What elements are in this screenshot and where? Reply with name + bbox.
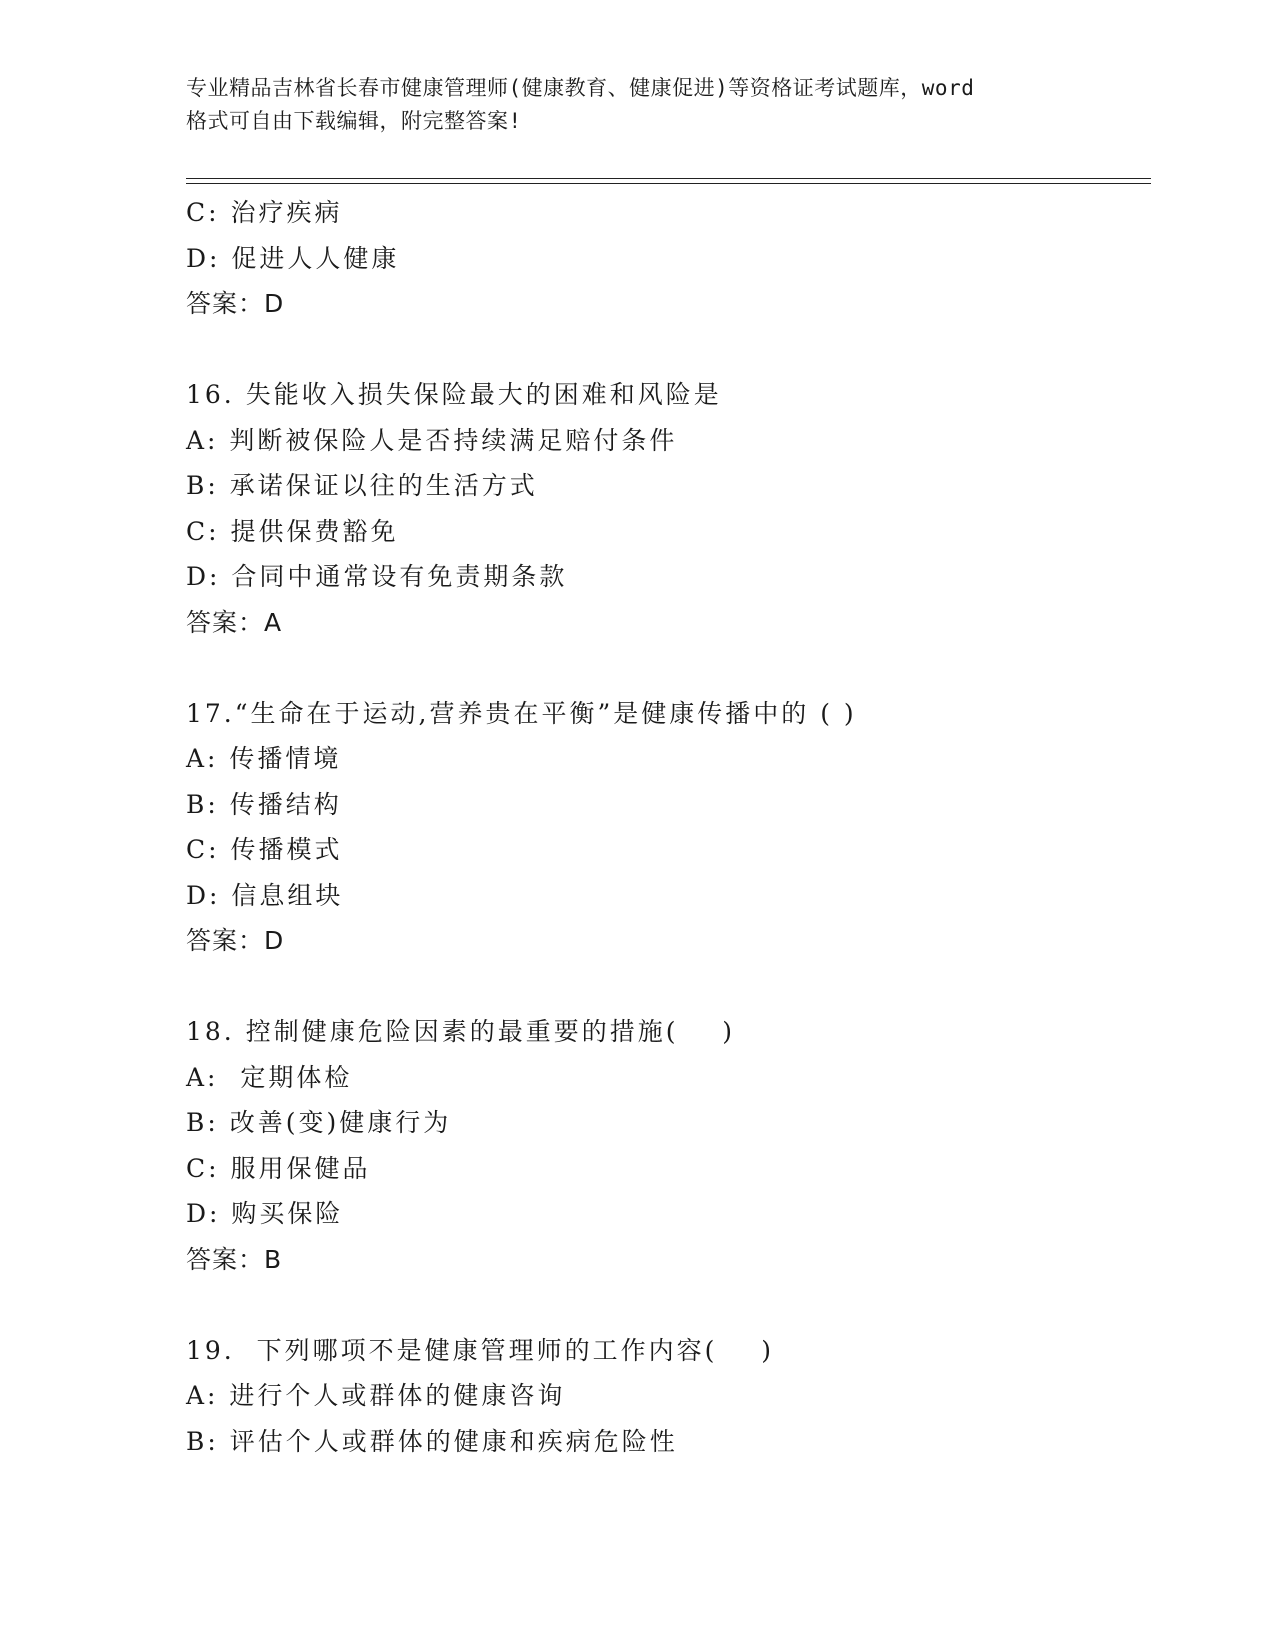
question-18-stem: 18. 控制健康危险因素的最重要的措施( ) — [186, 1017, 736, 1046]
header-line-2: 格式可自由下载编辑，附完整答案! — [186, 109, 522, 133]
option-line: C: 提供保费豁免 — [186, 516, 399, 546]
option-line: B: 承诺保证以往的生活方式 — [186, 471, 538, 500]
option-line: C: 服用保健品 — [186, 1153, 371, 1183]
option-line: D: 合同中通常设有免责期条款 — [186, 562, 568, 591]
question-19-stem: 19. 下列哪项不是健康管理师的工作内容( ) — [186, 1335, 774, 1365]
header-divider-bottom — [186, 183, 1151, 184]
option-line: A: 传播情境 — [186, 744, 342, 773]
question-17-stem: 17.“生命在于运动,营养贵在平衡”是健康传播中的 ( ) — [186, 698, 857, 728]
option-line: A: 定期体检 — [186, 1062, 353, 1092]
option-line: C: 传播模式 — [186, 835, 343, 864]
spacer — [186, 1282, 1146, 1328]
spacer — [186, 645, 1146, 691]
option-line: D: 促进人人健康 — [186, 243, 400, 273]
answer-line: 答案：B — [186, 1244, 283, 1274]
header-line-1: 专业精品吉林省长春市健康管理师(健康教育、健康促进)等资格证考试题库，word — [186, 76, 975, 100]
option-line: C: 治疗疾病 — [186, 198, 343, 227]
option-line: D: 信息组块 — [186, 880, 344, 910]
option-line: D: 购买保险 — [186, 1199, 344, 1228]
answer-line: 答案：D — [186, 289, 285, 318]
question-16-stem: 16. 失能收入损失保险最大的困难和风险是 — [186, 380, 722, 409]
spacer — [186, 327, 1146, 373]
spacer — [186, 964, 1146, 1010]
question-list — [186, 190, 1146, 1464]
option-line: A: 进行个人或群体的健康咨询 — [186, 1381, 566, 1410]
document-header — [186, 72, 1086, 138]
header-divider-top — [186, 178, 1151, 179]
option-line: A: 判断被保险人是否持续满足赔付条件 — [186, 425, 678, 455]
answer-line: 答案：A — [186, 607, 283, 637]
answer-line: 答案：D — [186, 926, 285, 955]
option-line: B: 评估个人或群体的健康和疾病危险性 — [186, 1426, 678, 1456]
option-line: B: 传播结构 — [186, 789, 342, 819]
option-line: B: 改善(变)健康行为 — [186, 1108, 452, 1137]
